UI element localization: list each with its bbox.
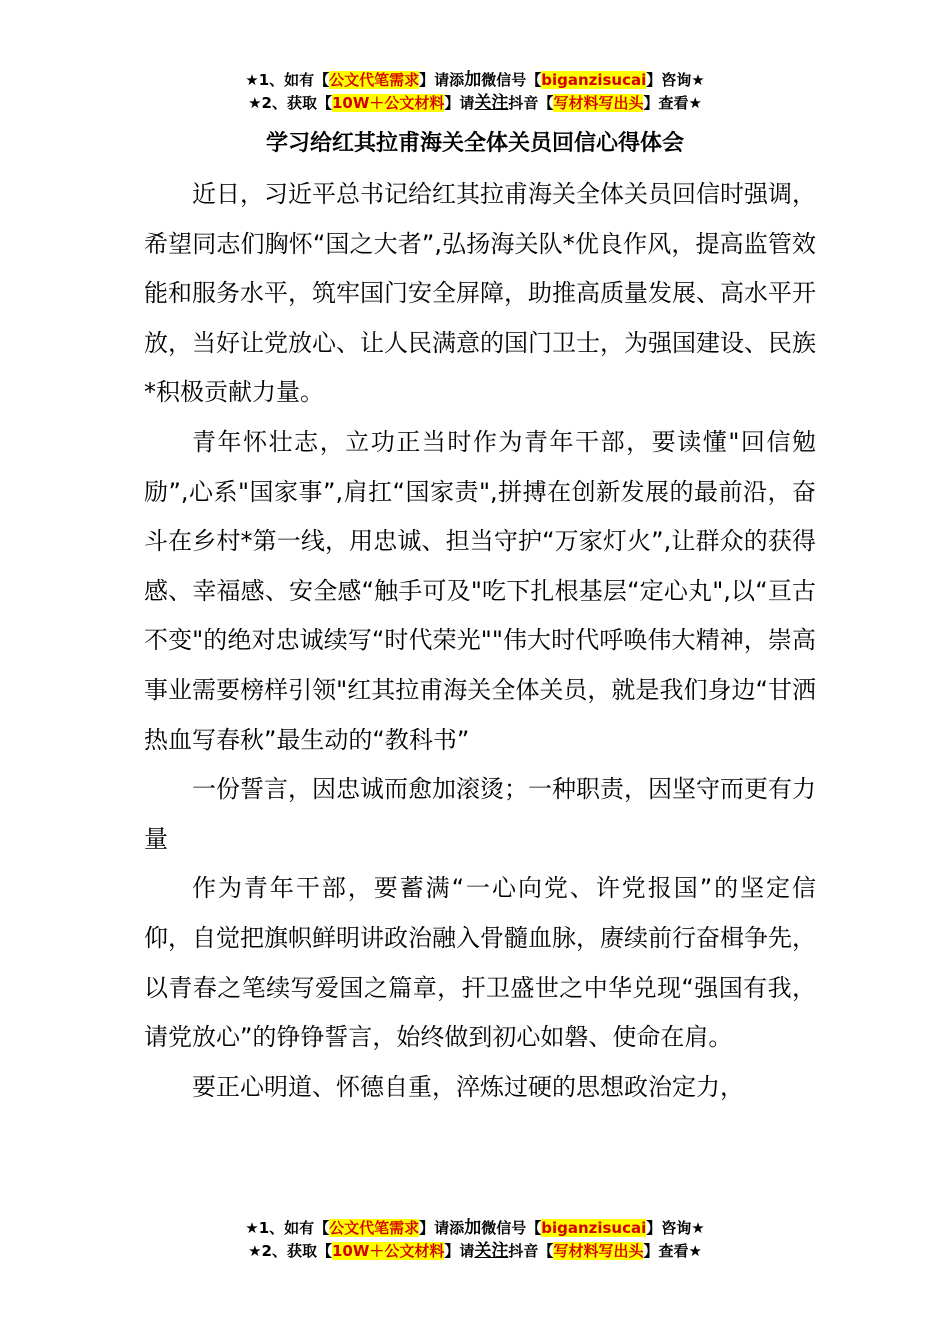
banner-line-1: [0, 69, 950, 92]
footer-line1-prefix: ★1、如有【: [245, 1219, 330, 1237]
banner-line1-jia: 加: [464, 70, 482, 90]
footer-materials-highlight: 10W＋公文材料: [331, 1242, 445, 1260]
footer-douyin-highlight: 写材料写出头: [553, 1242, 644, 1260]
paragraph-3: 一份誓言，因忠诚而愈加滚烫；一种职责，因坚守而更有力量: [144, 775, 816, 853]
footer-line2-mid2: 抖音【: [508, 1242, 554, 1260]
footer-line1-jia: 加: [464, 1218, 482, 1238]
footer-line-2: [0, 1240, 950, 1263]
paragraph-2: 青年怀壮志，立功正当时作为青年干部，要读懂"回信勉励”,心系"国家事”,肩扛“国家责",拼搏在创新发展的最前沿，奋斗在乡村*第一线，用忠诚、担当守护“万家灯火”,让群众的获得感、幸福感、安全感“触手可及"吃下扎根基层“定心丸",以“亘古不变"的绝对忠诚续写“时代荣光""伟大时代呼唤伟大精神，崇高事业需要榜样引领"红其拉甫海关全体关员，就是我们身边“甘洒热血写春秋”最生动的“教科书”: [144, 427, 816, 754]
banner-line1-suffix: 】咨询★: [646, 71, 705, 89]
paragraph-4: 作为青年干部，要蓄满“一心向党、许党报国”的坚定信仰，自觉把旗帜鲜明讲政治融入骨髓血脉，赓续前行奋楫争先，以青春之笔续写爱国之篇章，扞卫盛世之中华兑现“强国有我，请党放心”的铮铮誓言，始终做到初心如磐、使命在肩。: [144, 874, 816, 1052]
footer-line1-suffix: 】咨询★: [646, 1219, 705, 1237]
footer-line2-mid1: 】请: [444, 1242, 475, 1260]
banner-line2-prefix: ★2、获取【: [248, 94, 332, 112]
banner-line2-mid2: 抖音【: [508, 94, 554, 112]
douyin-highlight: 写材料写出头: [553, 94, 644, 112]
document-body: [144, 170, 816, 1112]
wechat-id-highlight: biganzisucai: [541, 71, 647, 89]
footer-service-highlight: 公文代笔需求: [329, 1219, 420, 1237]
paragraph-1: 近日，习近平总书记给红其拉甫海关全体关员回信时强调，希望同志们胸怀“国之大者”,弘扬海关队*优良作风，提高监管效能和服务水平，筑牢国门安全屏障，助推高质量发展、高水平开放，当好让党放心、让人民满意的国门卫士，为强国建设、民族*积极贡献力量。: [144, 180, 816, 407]
banner-line1-mid1: 】请添: [419, 71, 465, 89]
footer-line1-mid1: 】请添: [419, 1219, 465, 1237]
footer-wechat-id-highlight: biganzisucai: [541, 1219, 647, 1237]
banner-line2-guanzhu: 关注: [474, 93, 509, 113]
footer-line-1: [0, 1217, 950, 1240]
footer-line2-guanzhu: 关注: [474, 1241, 509, 1261]
document-title: 学习给红其拉甫海关全体关员回信心得体会: [265, 131, 684, 156]
footer-banner: [0, 1217, 950, 1263]
footer-line1-mid2: 微信号【: [481, 1219, 542, 1237]
banner-line1-mid2: 微信号【: [481, 71, 542, 89]
banner-line1-prefix: ★1、如有【: [245, 71, 330, 89]
header-banner: [0, 69, 950, 115]
banner-line2-mid1: 】请: [444, 94, 475, 112]
banner-line2-suffix: 】查看★: [643, 94, 702, 112]
banner-line-2: [0, 92, 950, 115]
footer-line2-prefix: ★2、获取【: [248, 1242, 332, 1260]
materials-highlight: 10W＋公文材料: [331, 94, 445, 112]
service-highlight: 公文代笔需求: [329, 71, 420, 89]
footer-line2-suffix: 】查看★: [643, 1242, 702, 1260]
paragraph-5: 要正心明道、怀德自重，淬炼过硬的思想政治定力，: [192, 1072, 744, 1101]
